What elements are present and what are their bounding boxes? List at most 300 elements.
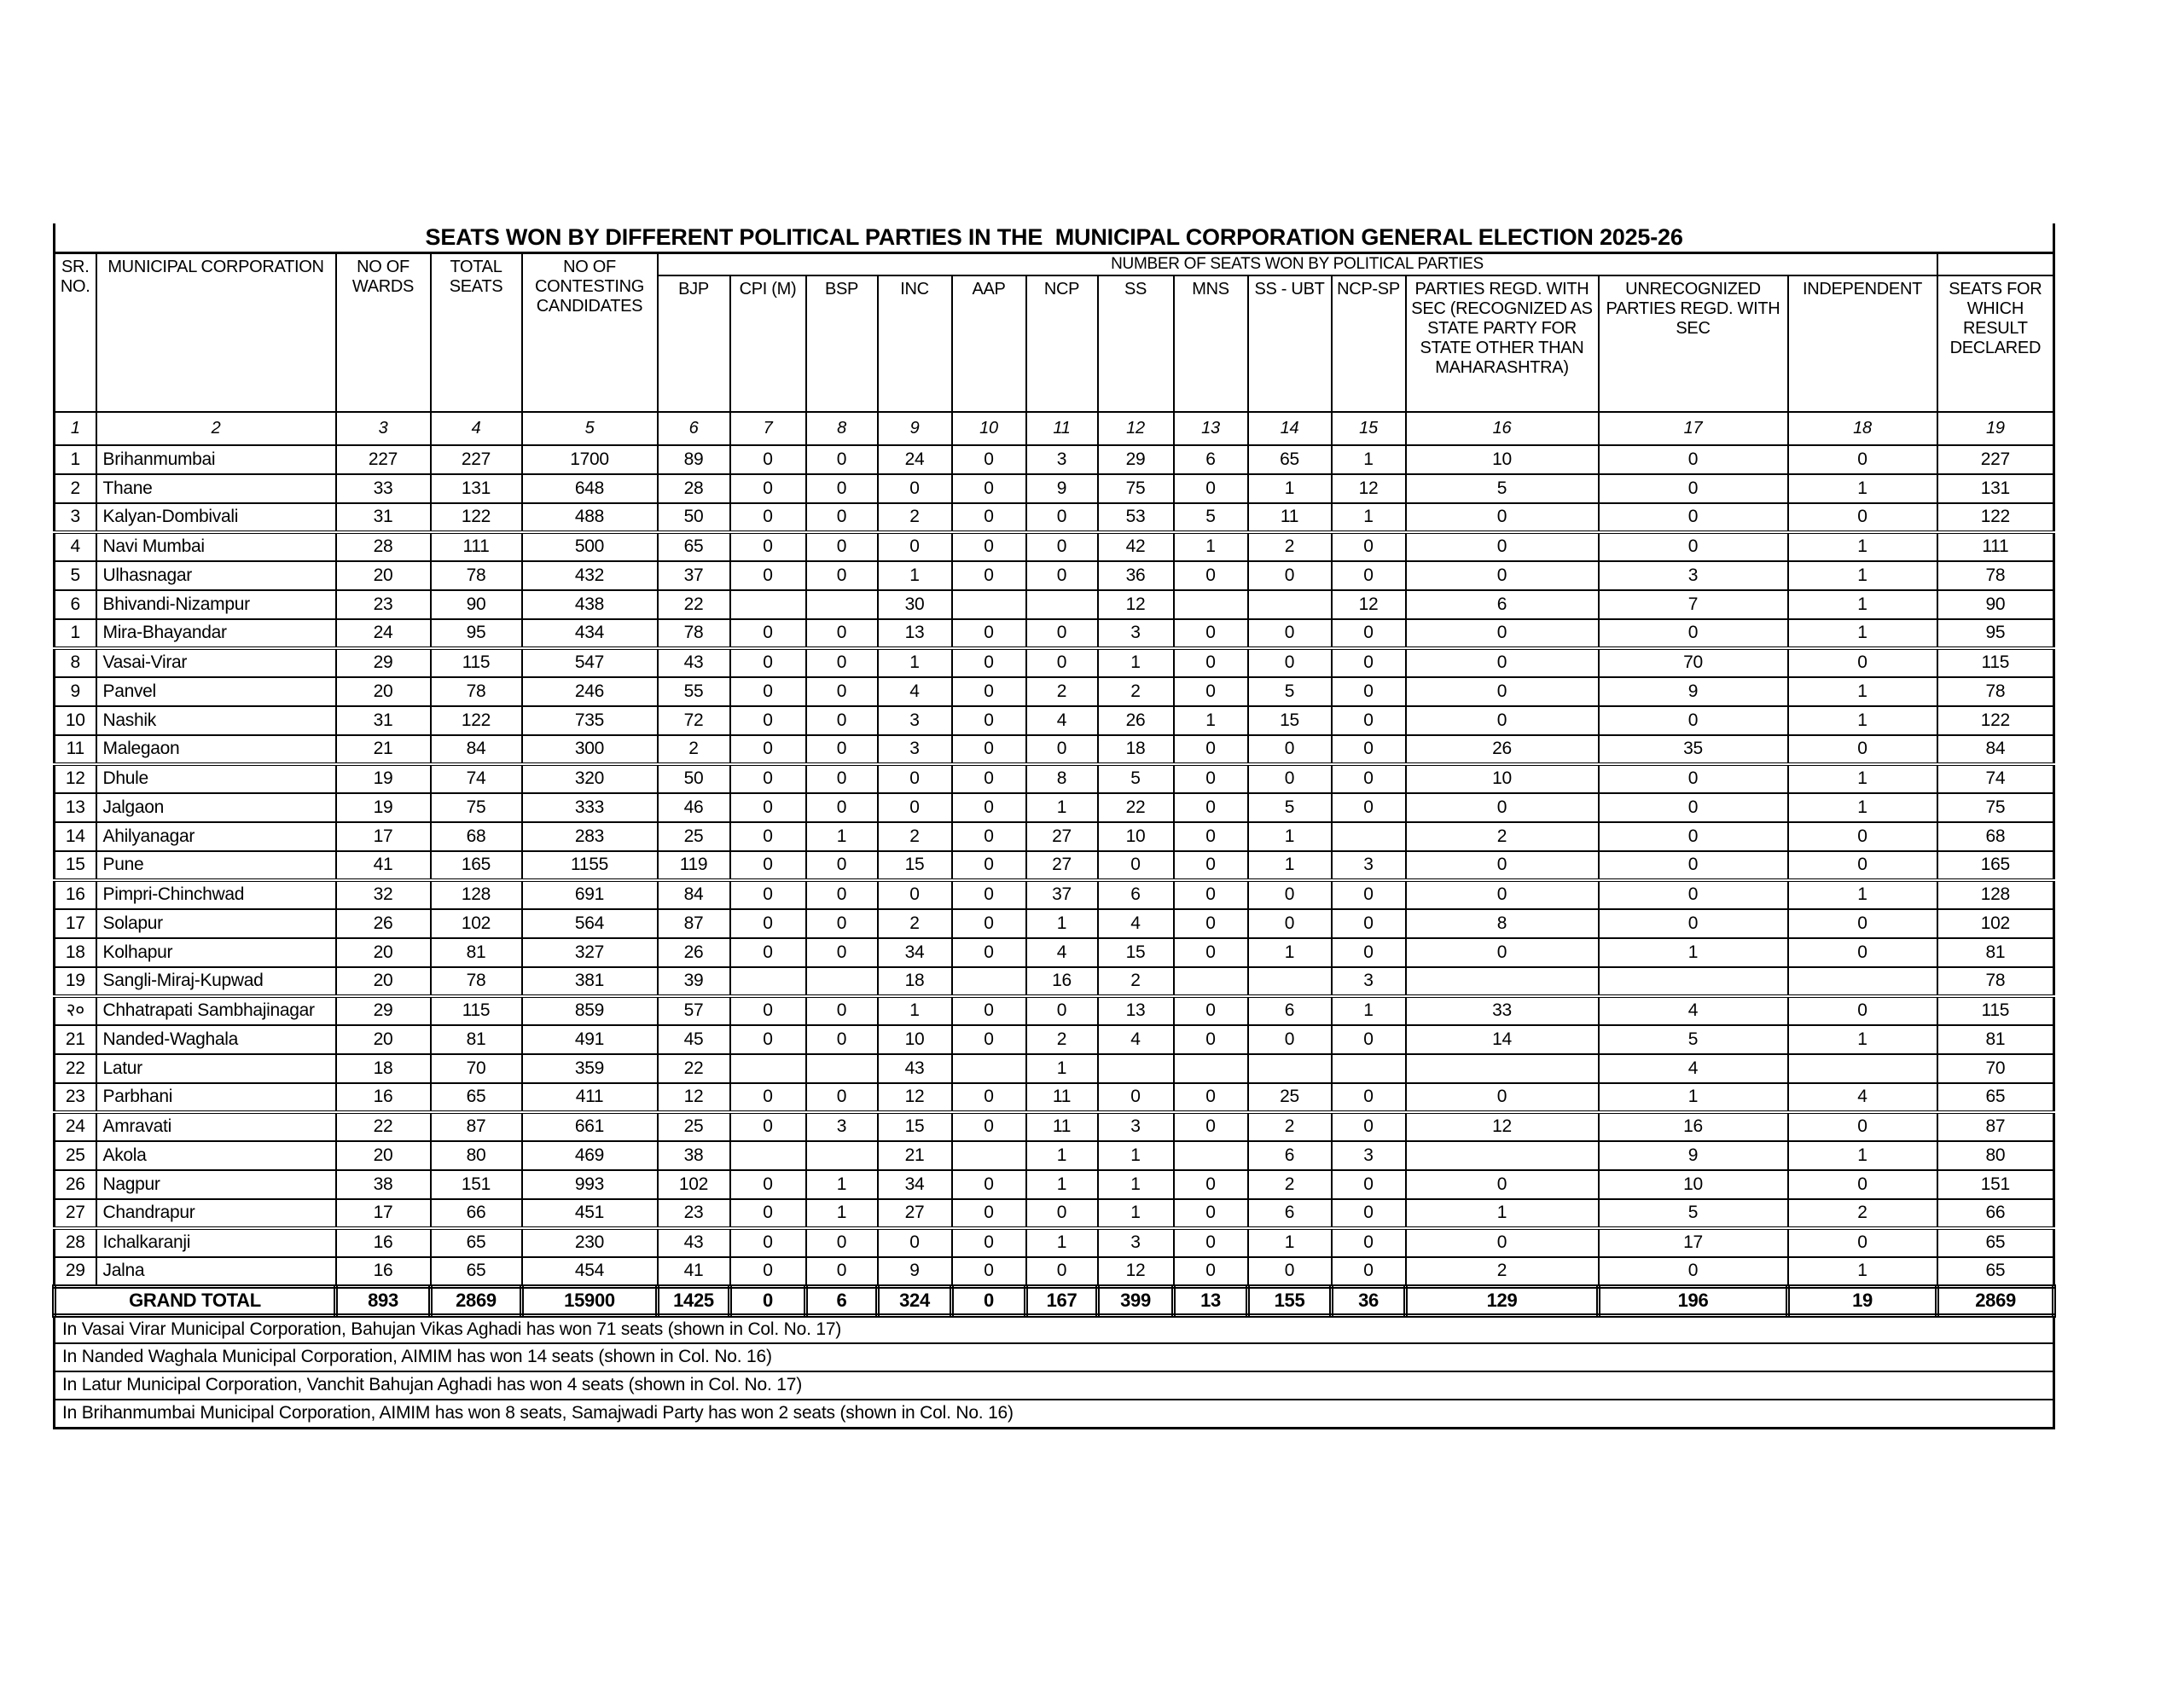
cell-value: 12 xyxy=(658,1083,730,1112)
cell-value: 9 xyxy=(1599,677,1788,706)
cell-value: 81 xyxy=(431,1025,522,1054)
grand-total-value: 15900 xyxy=(522,1286,658,1315)
cell-sr-no: 6 xyxy=(55,590,96,619)
cell-value: 0 xyxy=(1332,1112,1406,1141)
col-header-bsp: BSP xyxy=(806,275,878,412)
cell-value: 0 xyxy=(730,764,806,793)
cell-value: 20 xyxy=(336,1141,431,1170)
cell-value: 1 xyxy=(1788,1257,1937,1286)
footnote: In Latur Municipal Corporation, Vanchit Bahujan Aghadi has won 4 seats (shown in Col. No. 17) xyxy=(55,1371,2054,1400)
cell-municipal-corporation: Nagpur xyxy=(96,1170,336,1199)
cell-value: 246 xyxy=(522,677,658,706)
cell-value: 432 xyxy=(522,561,658,590)
column-number: 3 xyxy=(336,412,431,445)
table-row xyxy=(55,909,2054,938)
cell-value: 0 xyxy=(1098,1083,1174,1112)
cell-value: 34 xyxy=(878,1170,952,1199)
column-number: 16 xyxy=(1406,412,1599,445)
cell-value xyxy=(952,967,1026,996)
cell-value: 33 xyxy=(336,474,431,503)
column-number: 17 xyxy=(1599,412,1788,445)
footnotes-body xyxy=(55,1315,2054,1428)
cell-value: 0 xyxy=(1788,938,1937,967)
cell-value: 0 xyxy=(1599,851,1788,880)
cell-value: 0 xyxy=(730,1025,806,1054)
cell-value: 0 xyxy=(1332,561,1406,590)
cell-value: 0 xyxy=(1406,677,1599,706)
cell-value: 115 xyxy=(431,648,522,677)
cell-value: 17 xyxy=(336,1199,431,1228)
cell-value: 0 xyxy=(730,474,806,503)
cell-value: 0 xyxy=(952,880,1026,909)
cell-value: 0 xyxy=(1332,764,1406,793)
table-row xyxy=(55,1141,2054,1170)
cell-value: 75 xyxy=(431,793,522,822)
cell-value: 70 xyxy=(1599,648,1788,677)
column-number: 7 xyxy=(730,412,806,445)
col-header-sr-no: SR. NO. xyxy=(55,252,96,412)
cell-value: 0 xyxy=(1248,880,1332,909)
cell-value: 0 xyxy=(806,996,878,1025)
cell-value: 15 xyxy=(878,851,952,880)
table-row xyxy=(55,1054,2054,1083)
cell-value: 0 xyxy=(806,561,878,590)
cell-value: 283 xyxy=(522,822,658,851)
cell-value: 0 xyxy=(878,880,952,909)
table-row xyxy=(55,967,2054,996)
cell-value: 0 xyxy=(806,706,878,735)
cell-value: 0 xyxy=(806,851,878,880)
grand-total-value: 893 xyxy=(336,1286,431,1315)
cell-sr-no: 25 xyxy=(55,1141,96,1170)
cell-value: 131 xyxy=(431,474,522,503)
cell-value: 115 xyxy=(1937,996,2054,1025)
cell-value: 0 xyxy=(730,648,806,677)
cell-value: 5 xyxy=(1406,474,1599,503)
table-row xyxy=(55,677,2054,706)
cell-value: 3 xyxy=(1332,1141,1406,1170)
cell-value: 28 xyxy=(336,532,431,561)
cell-value: 24 xyxy=(336,619,431,648)
cell-value: 469 xyxy=(522,1141,658,1170)
cell-value: 0 xyxy=(1248,909,1332,938)
cell-value: 691 xyxy=(522,880,658,909)
cell-sr-no: 29 xyxy=(55,1257,96,1286)
cell-value: 24 xyxy=(878,445,952,474)
cell-value: 0 xyxy=(806,503,878,532)
cell-value: 119 xyxy=(658,851,730,880)
cell-value: 17 xyxy=(336,822,431,851)
cell-sr-no: 1 xyxy=(55,445,96,474)
cell-value: 859 xyxy=(522,996,658,1025)
cell-value: 10 xyxy=(878,1025,952,1054)
cell-value: 0 xyxy=(730,619,806,648)
col-header-cpi-m: CPI (M) xyxy=(730,275,806,412)
cell-value: 65 xyxy=(1248,445,1332,474)
cell-value: 0 xyxy=(1406,793,1599,822)
cell-value: 0 xyxy=(1599,474,1788,503)
cell-value: 0 xyxy=(1026,532,1098,561)
cell-value: 1155 xyxy=(522,851,658,880)
cell-value: 46 xyxy=(658,793,730,822)
cell-value: 50 xyxy=(658,503,730,532)
cell-value: 0 xyxy=(952,1199,1026,1228)
cell-value: 0 xyxy=(1174,1199,1248,1228)
cell-value: 38 xyxy=(336,1170,431,1199)
cell-value: 0 xyxy=(806,648,878,677)
cell-value: 22 xyxy=(658,1054,730,1083)
cell-value: 454 xyxy=(522,1257,658,1286)
cell-sr-no: 27 xyxy=(55,1199,96,1228)
cell-value: 0 xyxy=(730,561,806,590)
grand-total-value: 0 xyxy=(730,1286,806,1315)
column-number: 10 xyxy=(952,412,1026,445)
col-header-parties-regd-with-sec: PARTIES REGD. WITH SEC (RECOGNIZED AS STATE PARTY FOR STATE OTHER THAN MAHARASHTRA) xyxy=(1406,275,1599,412)
cell-value: 53 xyxy=(1098,503,1174,532)
cell-value: 0 xyxy=(1406,619,1599,648)
cell-municipal-corporation: Navi Mumbai xyxy=(96,532,336,561)
grand-total-value: 13 xyxy=(1174,1286,1248,1315)
cell-value: 12 xyxy=(878,1083,952,1112)
cell-municipal-corporation: Kalyan-Dombivali xyxy=(96,503,336,532)
cell-value: 2 xyxy=(1098,677,1174,706)
cell-value: 29 xyxy=(1098,445,1174,474)
cell-value: 17 xyxy=(1599,1228,1788,1257)
table-row xyxy=(55,445,2054,474)
cell-value: 1 xyxy=(1098,1170,1174,1199)
col-header-seats-result-declared: SEATS FOR WHICH RESULT DECLARED xyxy=(1937,275,2054,412)
cell-value: 15 xyxy=(1098,938,1174,967)
cell-value: 6 xyxy=(1248,1141,1332,1170)
cell-value: 0 xyxy=(1248,735,1332,764)
cell-value: 32 xyxy=(336,880,431,909)
cell-value: 43 xyxy=(658,1228,730,1257)
cell-value: 5 xyxy=(1248,793,1332,822)
cell-value: 26 xyxy=(336,909,431,938)
cell-value: 0 xyxy=(1174,1083,1248,1112)
cell-value: 227 xyxy=(1937,445,2054,474)
election-results-sheet xyxy=(52,223,2056,1429)
cell-municipal-corporation: Nanded-Waghala xyxy=(96,1025,336,1054)
cell-value: 500 xyxy=(522,532,658,561)
cell-value: 0 xyxy=(952,474,1026,503)
cell-value xyxy=(730,1141,806,1170)
cell-value: 1 xyxy=(1026,793,1098,822)
cell-value: 0 xyxy=(878,532,952,561)
cell-value: 0 xyxy=(1788,851,1937,880)
cell-value: 4 xyxy=(1788,1083,1937,1112)
cell-value: 381 xyxy=(522,967,658,996)
cell-value: 0 xyxy=(1406,1228,1599,1257)
cell-value: 20 xyxy=(336,938,431,967)
cell-value: 5 xyxy=(1599,1025,1788,1054)
table-row xyxy=(55,1083,2054,1112)
cell-value: 6 xyxy=(1406,590,1599,619)
table-row xyxy=(55,561,2054,590)
cell-value: 55 xyxy=(658,677,730,706)
cell-value: 0 xyxy=(730,909,806,938)
cell-value: 0 xyxy=(730,1083,806,1112)
cell-value: 5 xyxy=(1174,503,1248,532)
cell-value xyxy=(1174,1054,1248,1083)
cell-value: 5 xyxy=(1248,677,1332,706)
cell-value: 30 xyxy=(878,590,952,619)
cell-value: 1 xyxy=(878,648,952,677)
cell-value: 20 xyxy=(336,677,431,706)
cell-value: 10 xyxy=(1406,445,1599,474)
cell-value: 3 xyxy=(1098,1112,1174,1141)
cell-value: 2 xyxy=(1248,532,1332,561)
cell-value: 74 xyxy=(431,764,522,793)
cell-value: 29 xyxy=(336,996,431,1025)
cell-value: 4 xyxy=(1026,938,1098,967)
grand-total-value: 6 xyxy=(806,1286,878,1315)
column-number: 9 xyxy=(878,412,952,445)
cell-sr-no: 2 xyxy=(55,474,96,503)
cell-value: 1 xyxy=(1026,1054,1098,1083)
cell-sr-no: 15 xyxy=(55,851,96,880)
cell-sr-no: 28 xyxy=(55,1228,96,1257)
cell-value: 12 xyxy=(1406,1112,1599,1141)
cell-value: 0 xyxy=(952,822,1026,851)
table-row xyxy=(55,1199,2054,1228)
grand-total-value: 196 xyxy=(1599,1286,1788,1315)
cell-value: 2 xyxy=(1248,1170,1332,1199)
cell-value: 38 xyxy=(658,1141,730,1170)
cell-value: 14 xyxy=(1406,1025,1599,1054)
table-row xyxy=(55,1112,2054,1141)
cell-value: 1 xyxy=(1098,1141,1174,1170)
cell-value: 89 xyxy=(658,445,730,474)
cell-value xyxy=(806,1141,878,1170)
table-row xyxy=(55,1228,2054,1257)
cell-value: 21 xyxy=(336,735,431,764)
cell-value: 0 xyxy=(1332,532,1406,561)
cell-sr-no: 22 xyxy=(55,1054,96,1083)
cell-value: 81 xyxy=(431,938,522,967)
cell-value: 0 xyxy=(952,764,1026,793)
cell-value: 2 xyxy=(1248,1112,1332,1141)
cell-value: 122 xyxy=(1937,706,2054,735)
table-row xyxy=(55,648,2054,677)
cell-value: 20 xyxy=(336,1025,431,1054)
cell-value: 0 xyxy=(806,1257,878,1286)
cell-value: 0 xyxy=(1026,648,1098,677)
cell-value: 81 xyxy=(1937,938,2054,967)
cell-value: 0 xyxy=(1174,793,1248,822)
cell-value: 0 xyxy=(952,1083,1026,1112)
cell-value xyxy=(1248,967,1332,996)
cell-value: 0 xyxy=(730,793,806,822)
cell-value: 68 xyxy=(431,822,522,851)
cell-value: 1 xyxy=(1788,561,1937,590)
cell-value: 0 xyxy=(730,1228,806,1257)
cell-sr-no: 14 xyxy=(55,822,96,851)
cell-sr-no: 1 xyxy=(55,619,96,648)
cell-value: 87 xyxy=(431,1112,522,1141)
cell-value: 1 xyxy=(1788,793,1937,822)
cell-value: 0 xyxy=(730,532,806,561)
cell-value: 0 xyxy=(1599,822,1788,851)
cell-value: 0 xyxy=(952,996,1026,1025)
column-number: 12 xyxy=(1098,412,1174,445)
grand-total-value: 167 xyxy=(1026,1286,1098,1315)
cell-value: 0 xyxy=(806,764,878,793)
cell-value: 0 xyxy=(1248,1257,1332,1286)
cell-value: 65 xyxy=(1937,1228,2054,1257)
cell-value: 0 xyxy=(1026,619,1098,648)
cell-value: 45 xyxy=(658,1025,730,1054)
table-row xyxy=(55,503,2054,532)
cell-value: 1 xyxy=(1788,677,1937,706)
cell-value: 10 xyxy=(1599,1170,1788,1199)
cell-value: 0 xyxy=(730,1199,806,1228)
cell-municipal-corporation: Nashik xyxy=(96,706,336,735)
cell-value: 1 xyxy=(1599,1083,1788,1112)
cell-value: 65 xyxy=(1937,1257,2054,1286)
cell-value: 90 xyxy=(431,590,522,619)
cell-value: 2 xyxy=(1026,1025,1098,1054)
cell-value: 1 xyxy=(1026,1170,1098,1199)
cell-value: 1 xyxy=(1248,938,1332,967)
cell-value: 227 xyxy=(431,445,522,474)
cell-value: 0 xyxy=(878,474,952,503)
cell-value: 0 xyxy=(1332,677,1406,706)
cell-municipal-corporation: Chandrapur xyxy=(96,1199,336,1228)
cell-value: 128 xyxy=(431,880,522,909)
cell-value: 5 xyxy=(1098,764,1174,793)
grand-total-value: 0 xyxy=(952,1286,1026,1315)
cell-value: 0 xyxy=(1248,1025,1332,1054)
cell-sr-no: 9 xyxy=(55,677,96,706)
cell-value: 4 xyxy=(1599,996,1788,1025)
cell-value: 0 xyxy=(806,445,878,474)
cell-value: 0 xyxy=(730,938,806,967)
cell-value: 16 xyxy=(336,1228,431,1257)
cell-value: 0 xyxy=(1599,445,1788,474)
cell-value: 1700 xyxy=(522,445,658,474)
column-number: 11 xyxy=(1026,412,1098,445)
cell-value: 128 xyxy=(1937,880,2054,909)
cell-sr-no: 24 xyxy=(55,1112,96,1141)
cell-value: 0 xyxy=(1788,1112,1937,1141)
cell-value: 0 xyxy=(806,880,878,909)
grand-total-value: 129 xyxy=(1406,1286,1599,1315)
cell-value: 80 xyxy=(1937,1141,2054,1170)
cell-value: 327 xyxy=(522,938,658,967)
cell-value: 0 xyxy=(952,532,1026,561)
cell-value: 65 xyxy=(431,1257,522,1286)
cell-value: 0 xyxy=(730,503,806,532)
cell-value: 3 xyxy=(1098,1228,1174,1257)
cell-municipal-corporation: Akola xyxy=(96,1141,336,1170)
cell-value: 1 xyxy=(1248,851,1332,880)
cell-value: 78 xyxy=(431,677,522,706)
cell-value: 0 xyxy=(1332,880,1406,909)
cell-value: 333 xyxy=(522,793,658,822)
cell-value: 0 xyxy=(952,909,1026,938)
table-row xyxy=(55,822,2054,851)
cell-value: 41 xyxy=(658,1257,730,1286)
cell-value: 411 xyxy=(522,1083,658,1112)
cell-municipal-corporation: Pimpri-Chinchwad xyxy=(96,880,336,909)
cell-value: 0 xyxy=(952,735,1026,764)
cell-value: 0 xyxy=(1174,735,1248,764)
cell-value: 438 xyxy=(522,590,658,619)
cell-value: 0 xyxy=(1026,735,1098,764)
cell-value: 22 xyxy=(658,590,730,619)
cell-value: 1 xyxy=(1098,1199,1174,1228)
cell-value: 16 xyxy=(336,1083,431,1112)
cell-value: 70 xyxy=(431,1054,522,1083)
cell-municipal-corporation: Amravati xyxy=(96,1112,336,1141)
cell-value: 0 xyxy=(1332,706,1406,735)
cell-value: 0 xyxy=(1406,851,1599,880)
cell-value: 1 xyxy=(878,996,952,1025)
cell-value: 1 xyxy=(1788,532,1937,561)
cell-value: 7 xyxy=(1599,590,1788,619)
cell-value: 0 xyxy=(730,851,806,880)
cell-value: 1 xyxy=(1026,1228,1098,1257)
cell-value: 0 xyxy=(1174,938,1248,967)
cell-value: 993 xyxy=(522,1170,658,1199)
cell-sr-no: 13 xyxy=(55,793,96,822)
cell-value: 230 xyxy=(522,1228,658,1257)
cell-value: 0 xyxy=(1788,503,1937,532)
cell-municipal-corporation: Jalna xyxy=(96,1257,336,1286)
cell-value: 27 xyxy=(1026,822,1098,851)
cell-value: 0 xyxy=(1174,822,1248,851)
cell-value: 6 xyxy=(1098,880,1174,909)
cell-value: 16 xyxy=(336,1257,431,1286)
cell-value: 95 xyxy=(431,619,522,648)
cell-value: 0 xyxy=(1174,764,1248,793)
cell-value: 102 xyxy=(1937,909,2054,938)
cell-value: 16 xyxy=(1599,1112,1788,1141)
cell-value: 11 xyxy=(1248,503,1332,532)
cell-value: 5 xyxy=(1599,1199,1788,1228)
cell-value: 1 xyxy=(1788,706,1937,735)
cell-value: 0 xyxy=(1174,648,1248,677)
col-header-independent: INDEPENDENT xyxy=(1788,275,1937,412)
cell-value: 0 xyxy=(1332,619,1406,648)
cell-value: 12 xyxy=(1332,474,1406,503)
cell-value: 3 xyxy=(878,735,952,764)
cell-value: 78 xyxy=(1937,677,2054,706)
cell-value: 0 xyxy=(1788,1170,1937,1199)
table-row xyxy=(55,764,2054,793)
cell-value: 6 xyxy=(1174,445,1248,474)
cell-value: 0 xyxy=(878,1228,952,1257)
cell-value: 84 xyxy=(1937,735,2054,764)
cell-value: 75 xyxy=(1098,474,1174,503)
cell-value: 0 xyxy=(1098,851,1174,880)
cell-value: 37 xyxy=(658,561,730,590)
col-header-ncp: NCP xyxy=(1026,275,1098,412)
cell-value: 1 xyxy=(1332,445,1406,474)
cell-value: 6 xyxy=(1248,996,1332,1025)
cell-value: 0 xyxy=(1332,909,1406,938)
cell-value: 0 xyxy=(1599,793,1788,822)
cell-value: 2 xyxy=(1098,967,1174,996)
cell-value: 42 xyxy=(1098,532,1174,561)
cell-value: 9 xyxy=(1026,474,1098,503)
cell-value: 3 xyxy=(806,1112,878,1141)
cell-value xyxy=(952,590,1026,619)
cell-value: 16 xyxy=(1026,967,1098,996)
cell-value: 0 xyxy=(806,1083,878,1112)
cell-value: 1 xyxy=(1174,532,1248,561)
